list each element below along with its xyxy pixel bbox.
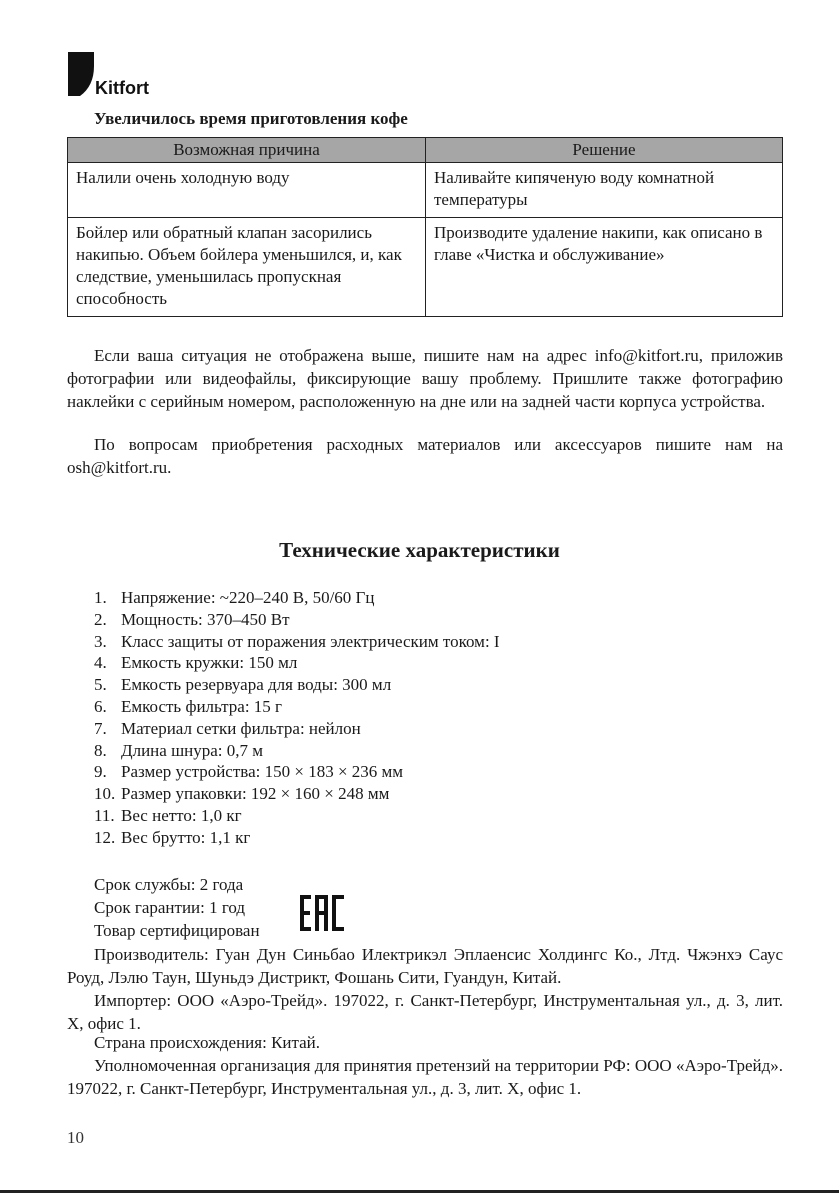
- spec-text: Размер устройства: 150 × 183 × 236 мм: [121, 762, 404, 782]
- spec-number: 3.: [94, 631, 107, 651]
- contact-text: Если ваша ситуация не отображена выше, пишите нам на адрес info@kitfort.ru, приложив фотографии или видеофайлы, фиксирующие вашу проблему. Пришлите также фотографию наклейки с серийным номером, расположенную на дне или на задней части корпуса устройства.: [67, 346, 783, 411]
- certified: Товар сертифицирован: [94, 921, 260, 940]
- spec-number: 6.: [94, 696, 107, 716]
- supplies-text: По вопросам приобретения расходных материалов или аксессуаров пишите нам на osh@kitfort.ru.: [67, 435, 783, 477]
- spec-number: 11.: [94, 805, 115, 825]
- service-life: Срок службы: 2 года: [94, 875, 244, 894]
- list-item: [94, 674, 500, 696]
- spec-number: 4.: [94, 653, 107, 673]
- page-number: 10: [67, 1128, 84, 1147]
- table-row: [68, 218, 783, 317]
- header-solution: Решение: [426, 138, 783, 163]
- spec-number: 9.: [94, 762, 107, 782]
- section-heading: Увеличилось время приготовления кофе: [94, 109, 408, 128]
- spec-text: Мощность: 370–450 Вт: [121, 609, 290, 629]
- origin-paragraph: [67, 1031, 783, 1054]
- service-info: [94, 873, 260, 942]
- spec-number: 10.: [94, 784, 116, 804]
- list-item: [94, 652, 500, 674]
- spec-number: 8.: [94, 740, 107, 760]
- manufacturer-paragraph: [67, 943, 783, 989]
- spec-text: Длина шнура: 0,7 м: [121, 740, 264, 760]
- solution-cell: Производите удаление накипи, как описано в главе «Чистка и обслуживание»: [426, 218, 783, 317]
- cause-cell: Бойлер или обратный клапан засорились накипью. Объем бойлера уменьшился, и, как следствие, уменьшилась пропускная способность: [68, 218, 426, 317]
- authorized-paragraph: [67, 1054, 783, 1100]
- cause-cell: Налили очень холодную воду: [68, 163, 426, 218]
- list-item: [94, 696, 500, 718]
- contact-paragraph: [67, 344, 783, 413]
- solution-cell: Наливайте кипяченую воду комнатной температуры: [426, 163, 783, 218]
- list-item: [94, 761, 500, 783]
- warranty: Срок гарантии: 1 год: [94, 898, 246, 917]
- supplies-paragraph: [67, 433, 783, 479]
- specs-title: Технические характеристики: [279, 538, 560, 562]
- list-item: [94, 609, 500, 631]
- spec-number: 5.: [94, 675, 107, 695]
- spec-text: Размер упаковки: 192 × 160 × 248 мм: [121, 784, 390, 804]
- list-item: [94, 587, 500, 609]
- spec-text: Емкость кружки: 150 мл: [121, 653, 298, 673]
- specs-list: [94, 587, 500, 849]
- spec-text: Емкость резервуара для воды: 300 мл: [121, 675, 392, 695]
- spec-number: 7.: [94, 718, 107, 738]
- table-header-row: [68, 138, 783, 163]
- spec-text: Вес нетто: 1,0 кг: [121, 805, 242, 825]
- list-item: [94, 783, 500, 805]
- spec-text: Класс защиты от поражения электрическим током: I: [121, 631, 500, 651]
- brand-name: Kitfort: [95, 78, 149, 98]
- troubleshooting-table: [67, 137, 783, 317]
- list-item: [94, 718, 500, 740]
- importer-text: Импортер: ООО «Аэро-Трейд». 197022, г. Санкт-Петербург, Инструментальная ул., д. 3, лит. Х, офис 1.: [67, 991, 783, 1033]
- spec-number: 1.: [94, 588, 107, 607]
- spec-number: 12.: [94, 827, 116, 847]
- list-item: [94, 827, 500, 849]
- header-cause: Возможная причина: [68, 138, 426, 163]
- bottom-divider: [0, 1190, 839, 1193]
- spec-number: 2.: [94, 609, 107, 629]
- list-item: [94, 805, 500, 827]
- spec-text: Напряжение: ~220–240 В, 50/60 Гц: [121, 588, 375, 607]
- list-item: [94, 631, 500, 653]
- spec-text: Емкость фильтра: 15 г: [121, 696, 283, 716]
- list-item: [94, 740, 500, 762]
- table-row: [68, 163, 783, 218]
- spec-text: Материал сетки фильтра: нейлон: [121, 718, 361, 738]
- eac-mark-icon: [300, 895, 344, 931]
- manufacturer-text: Производитель: Гуан Дун Синьбао Илектрикэл Эплаенсис Холдингс Ко., Лтд. Чжэнхэ Саус Роуд, Лэлю Таун, Шуньдэ Дистрикт, Фошань Сити, Гуандун, Китай.: [67, 945, 783, 987]
- spec-text: Вес брутто: 1,1 кг: [121, 827, 251, 847]
- origin-text: Страна происхождения: Китай.: [94, 1033, 321, 1052]
- importer-paragraph: [67, 989, 783, 1035]
- authorized-text: Уполномоченная организация для принятия претензий на территории РФ: ООО «Аэро-Трейд». 197022, г. Санкт-Петербург, Инструментальная ул., д. 3, лит. Х, офис 1.: [67, 1056, 783, 1098]
